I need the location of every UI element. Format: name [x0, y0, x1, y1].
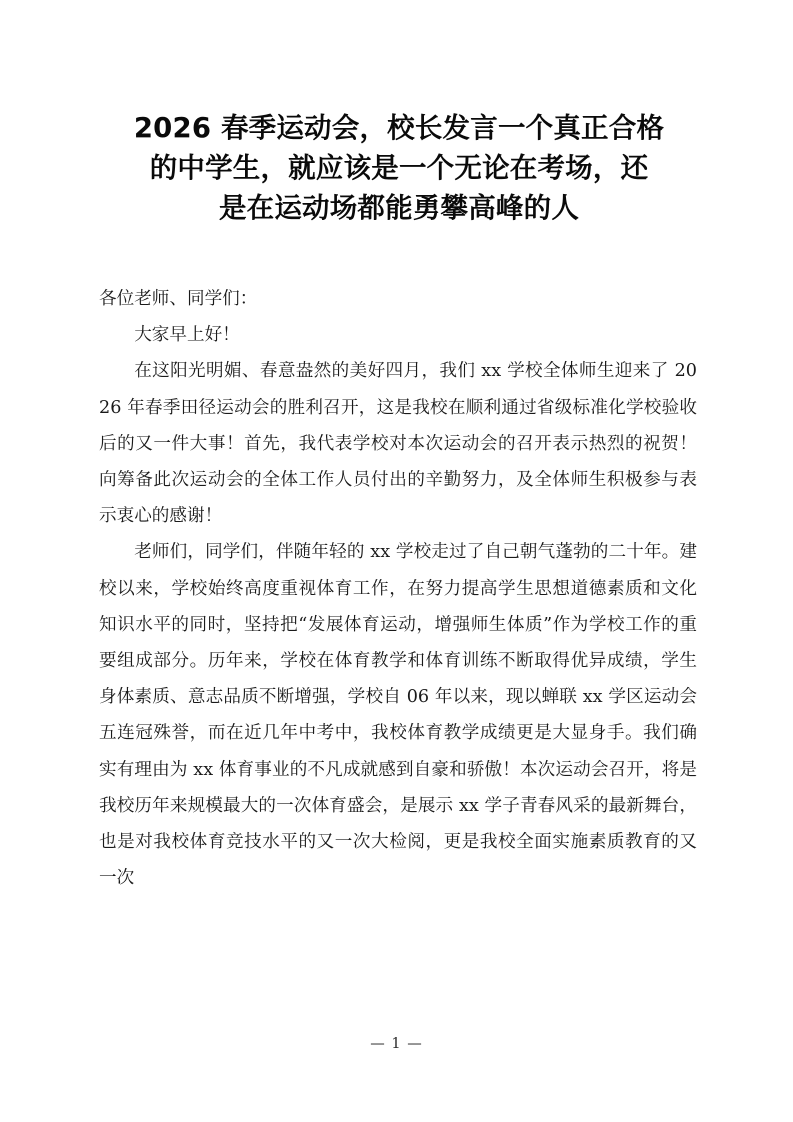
paragraph-greeting: 大家早上好！ [134, 325, 240, 346]
page-number-marker: — 1 — [370, 1036, 423, 1052]
title-line-1: 2026 春季运动会，校长发言一个真正合格 [133, 112, 665, 144]
document-body [99, 281, 697, 896]
paragraph-1: 在这阳光明媚、春意盎然的美好四月，我们 xx 学校全体师生迎来了 2026 年春季田径运动会的胜利召开，这是我校在顺利通过省级标准化学校验收后的又一件大事！首先，我代表学校对本次运动会的召开表示热烈的祝贺！向筹备此次运动会的全体工作人员付出的辛勤努力，及全体师生积极参与表示衷心的感谢！ [99, 361, 697, 527]
title-line-2: 的中学生，就应该是一个无论在考场，还 [149, 152, 649, 184]
paragraph-salutation: 各位老师、同学们： [99, 289, 258, 309]
page-title [104, 108, 694, 228]
title-line-3: 是在运动场都能勇攀高峰的人 [218, 192, 580, 224]
page-footer [0, 1036, 793, 1052]
paragraph-2: 老师们，同学们，伴随年轻的 xx 学校走过了自己朝气蓬勃的二十年。建校以来，学校始终高度重视体育工作，在努力提高学生思想道德素质和文化知识水平的同时，坚持把“发展体育运动，增强师生体质”作为学校工作的重要组成部分。历年来，学校在体育教学和体育训练不断取得优异成绩，学生身体素质、意志品质不断增强，学校自 06 年以来，现以蝉联 xx 学区运动会五连冠殊誉，而在近几年中考中，我校体育教学成绩更是大显身手。我们确实有理由为 xx 体育事业的不凡成就感到自豪和骄傲！本次运动会召开，将是我校历年来规模最大的一次体育盛会，是展示 xx 学子青春风采的最新舞台，也是对我校体育竞技水平的又一次大检阅，更是我校全面实施素质教育的又一次 [99, 542, 697, 889]
